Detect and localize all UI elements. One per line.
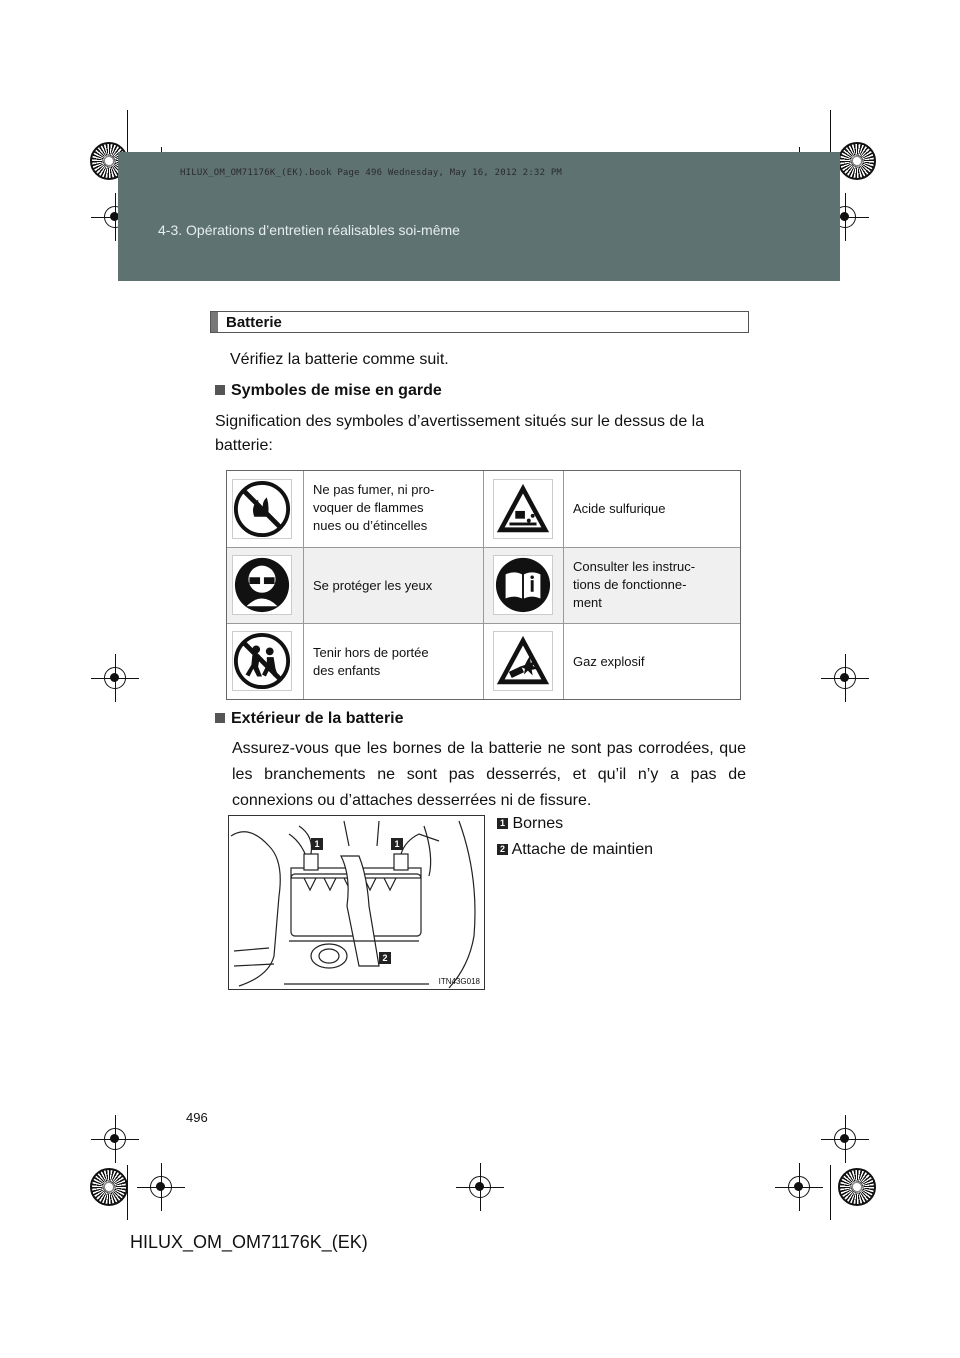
registration-mark [469,1176,491,1198]
sulfuric-acid-icon [493,479,553,539]
table-divider [483,471,484,699]
legend-label: Attache de maintien [511,841,653,858]
read-manual-icon [493,555,553,615]
table-cell-text: Se protéger les yeux [313,578,433,593]
warning-symbols-heading: Symboles de mise en garde [231,382,442,399]
battery-diagram [228,815,485,990]
crop-line [127,1165,128,1220]
warning-symbols-description: Signification des symboles d’avertissement situés sur le dessus de la batterie: [215,413,705,454]
table-cell-text: Gaz explosif [573,654,645,669]
bullet-square-icon [215,385,225,395]
eye-protection-icon [232,555,292,615]
svg-text:1: 1 [314,839,320,849]
figure-code: ITN43G018 [438,977,480,986]
battery-illustration [229,816,484,989]
legend-item [497,815,563,833]
registration-mark [834,667,856,689]
table-cell-text: Consulter les instruc- tions de fonctionne- ment [573,559,696,610]
svg-text:1: 1 [394,839,400,849]
exterior-body: Assurez-vous que les bornes de la batterie ne sont pas corrodées, que les branchements ne sont pas desserrés, et qu’il n’y a pas de connexions ou d’attaches desserrées ni de fissure. [232,740,746,809]
bullet-square-icon [215,713,225,723]
registration-mark [150,1176,172,1198]
registration-mark [104,667,126,689]
table-divider [303,471,304,699]
no-smoking-flame-icon [232,479,292,539]
legend-label: Bornes [512,815,564,832]
crop-burst-top-right [838,142,876,180]
section-title: Batterie [226,314,282,331]
print-file-info: HILUX_OM_OM71176K_(EK).book Page 496 Wednesday, May 16, 2012 2:32 PM [180,168,563,178]
explosive-gas-icon [493,631,553,691]
legend-item [497,841,653,859]
warning-symbols-table [226,470,741,700]
section-title-box [210,311,749,333]
table-divider [563,471,564,699]
legend-number-badge: 2 [497,844,508,855]
crop-burst-bottom-left [90,1168,128,1206]
svg-text:2: 2 [382,953,388,963]
exterior-heading: Extérieur de la batterie [231,710,404,727]
intro-text: Vérifiez la batterie comme suit. [230,351,449,368]
registration-mark [104,1128,126,1150]
page-number: 496 [186,1110,208,1125]
keep-away-children-icon [232,631,292,691]
registration-mark [788,1176,810,1198]
crop-line [830,1165,831,1220]
table-cell-text: Ne pas fumer, ni pro- voquer de flammes nues ou d’étincelles [313,482,435,533]
chapter-title: 4-3. Opérations d’entretien réalisables soi-même [158,222,460,238]
warning-symbols-heading-wrap [215,382,442,400]
registration-mark [834,1128,856,1150]
section-title-accent [211,312,218,332]
crop-burst-bottom-right [838,1168,876,1206]
legend-number-badge: 1 [497,818,508,829]
table-cell-text: Tenir hors de portée des enfants [313,645,429,678]
exterior-heading-wrap [215,710,404,728]
table-cell-text: Acide sulfurique [573,501,666,516]
footer-document-code: HILUX_OM_OM71176K_(EK) [130,1232,368,1252]
